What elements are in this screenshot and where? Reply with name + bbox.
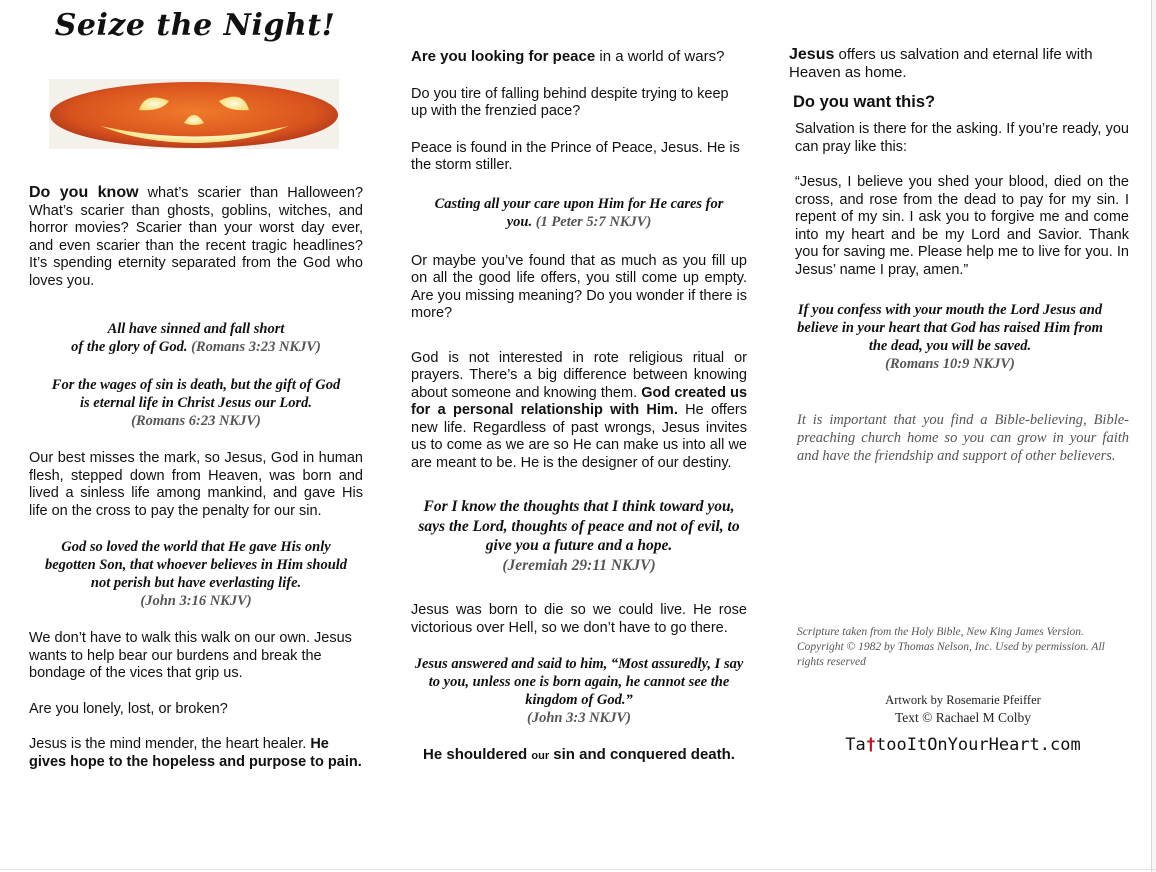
panel-middle	[411, 48, 747, 766]
section-heading: Do you want this?	[793, 93, 936, 111]
frenzied-paragraph: Do you tire of falling behind despite trying to keep up with the frenzied pace?	[411, 85, 729, 119]
prayer-paragraph: “Jesus, I believe you shed your blood, died on the cross, and rose from the dead to pay for my sin. I repent of my sin. I ask you to forgive me and come into my heart and be my Lord and Savior. Thank you for saving me. Please help me to live for you. In Jesus’ name I pray, amen.”	[795, 174, 1129, 278]
peace-question-bold: Are you looking for peace	[411, 48, 596, 65]
verse-line: is eternal life in Christ Jesus our Lord.	[79, 395, 313, 411]
verse-john-3-16	[29, 538, 363, 610]
closing-statement	[411, 746, 747, 766]
closing-our: our	[531, 750, 550, 762]
hope-emphasis: He gives hope to the hopeless and purpose to pain.	[29, 736, 362, 770]
verse-reference: (Jeremiah 29:11 NKJV)	[502, 556, 656, 574]
lonely-question: Are you lonely, lost, or broken?	[29, 700, 228, 717]
peace-question-rest: in a world of wars?	[595, 48, 725, 65]
intro-paragraph	[29, 184, 363, 290]
ritual-text: God is not interested in rote religious ritual or prayers. There’s a big difference between knowing about someone and knowing them.	[411, 349, 747, 401]
site-text-start: Ta	[845, 735, 866, 755]
closing-text: He shouldered	[423, 746, 532, 763]
prince-of-peace-paragraph: Peace is found in the Prince of Peace, Jesus. He is the storm stiller.	[411, 139, 740, 173]
closing-text-end: sin and conquered death.	[549, 746, 735, 763]
relationship-paragraph	[411, 350, 747, 473]
verse-reference: (1 Peter 5:7 NKJV)	[535, 213, 652, 230]
relationship-emphasis: God created us for a personal relationship with Him.	[411, 384, 748, 418]
brochure-title: Seize the Night!	[54, 8, 336, 43]
salvation-intro	[789, 46, 1129, 81]
verse-john-3-3	[411, 655, 747, 727]
verse-text: Casting all your care upon Him for He cares for you.	[434, 195, 724, 230]
intro-text: what’s scarier than Halloween? What’s scarier than ghosts, goblins, witches, and horror movies? Scarier than your worst day ever, and even scarier than the recent tragic headlines? It’s spending eternity separated from the God who loves you.	[29, 185, 364, 289]
burden-paragraph: We don’t have to walk this walk on our own. Jesus wants to help bear our burdens and break the bondage of the vices that grip us.	[29, 630, 352, 681]
site-text-end: tooItOnYourHeart.com	[876, 735, 1081, 755]
verse-reference: (Romans 6:23 NKJV)	[131, 413, 261, 429]
verse-line: of the glory of God.	[71, 339, 188, 355]
meaning-paragraph: Or maybe you’ve found that as much as you fill up on all the good life offers, you still come up empty. Are you missing meaning? Do you wonder if there is more?	[411, 252, 747, 321]
verse-romans-6-23	[29, 376, 363, 430]
verse-text: For I know the thoughts that I think toward you, says the Lord, thoughts of peace and not of evil, to give you a future and a hope.	[418, 498, 740, 554]
intro-lead: Do you know	[29, 184, 139, 201]
verse-line: All have sinned and fall short	[107, 321, 285, 337]
verse-text: If you confess with your mouth the Lord Jesus and believe in your heart that God has raised Him from the dead, you will be saved.	[797, 302, 1103, 354]
cross-icon: †	[865, 735, 877, 755]
panel-left	[29, 184, 363, 771]
church-invitation: It is important that you find a Bible-believing, Bible-preaching church home so you can grow in your faith and have the friendship and support of other believers.	[797, 412, 1129, 464]
gospel-paragraph: Our best misses the mark, so Jesus, God in human flesh, stepped down from Heaven, was born and lived a sinless life among mankind, and gave His life on the cross to pay the penalty for our sin.	[29, 450, 363, 519]
salvation-intro-bold: Jesus	[789, 46, 835, 63]
verse-text: Jesus answered and said to him, “Most assuredly, I say to you, unless one is born again, he cannot see the kingdom of God.”	[414, 656, 744, 708]
verse-1-peter-5-7	[411, 195, 747, 231]
artwork-credit: Artwork by Rosemarie Pfeiffer	[885, 693, 1041, 707]
verse-reference: (John 3:3 NKJV)	[527, 710, 631, 726]
verse-reference: (Romans 10:9 NKJV)	[885, 356, 1015, 372]
healer-text: Jesus is the mind mender, the heart healer.	[29, 736, 311, 752]
verse-reference: (John 3:16 NKJV)	[140, 593, 252, 609]
verse-romans-3-23	[29, 320, 363, 356]
healer-paragraph	[29, 736, 363, 771]
jack-o-lantern-image	[49, 79, 339, 149]
text-credit: Text © Rachael M Colby	[894, 710, 1032, 725]
peace-question	[411, 48, 747, 66]
scripture-copyright: Scripture taken from the Holy Bible, New King James Version. Copyright © 1982 by Thomas Nelson, Inc. Used by permission. All rights reserved	[797, 626, 1105, 668]
asking-paragraph: Salvation is there for the asking. If you’re ready, you can pray like this:	[795, 121, 1129, 155]
page-edge-right	[1151, 0, 1156, 872]
credits-block	[797, 692, 1129, 755]
born-to-die-paragraph: Jesus was born to die so we could live. He rose victorious over Hell, so we don’t have to go there.	[411, 602, 747, 636]
verse-romans-10-9	[789, 301, 1129, 373]
verse-text: God so loved the world that He gave His only begotten Son, that whoever believes in Him should not perish but have everlasting life.	[44, 539, 348, 591]
salvation-intro-rest: offers us salvation and eternal life with Heaven as home.	[789, 46, 1093, 81]
verse-reference: (Romans 3:23 NKJV)	[191, 339, 321, 355]
new-life-text: He offers new life. Regardless of past wrongs, Jesus invites us to come as we are so He can make us into all we are meant to be. He is the designer of our destiny.	[411, 402, 747, 471]
website-link[interactable]	[797, 735, 1129, 755]
verse-line: For the wages of sin is death, but the gift of God	[51, 377, 341, 393]
verse-jeremiah-29-11	[411, 497, 747, 575]
panel-right	[789, 46, 1129, 755]
